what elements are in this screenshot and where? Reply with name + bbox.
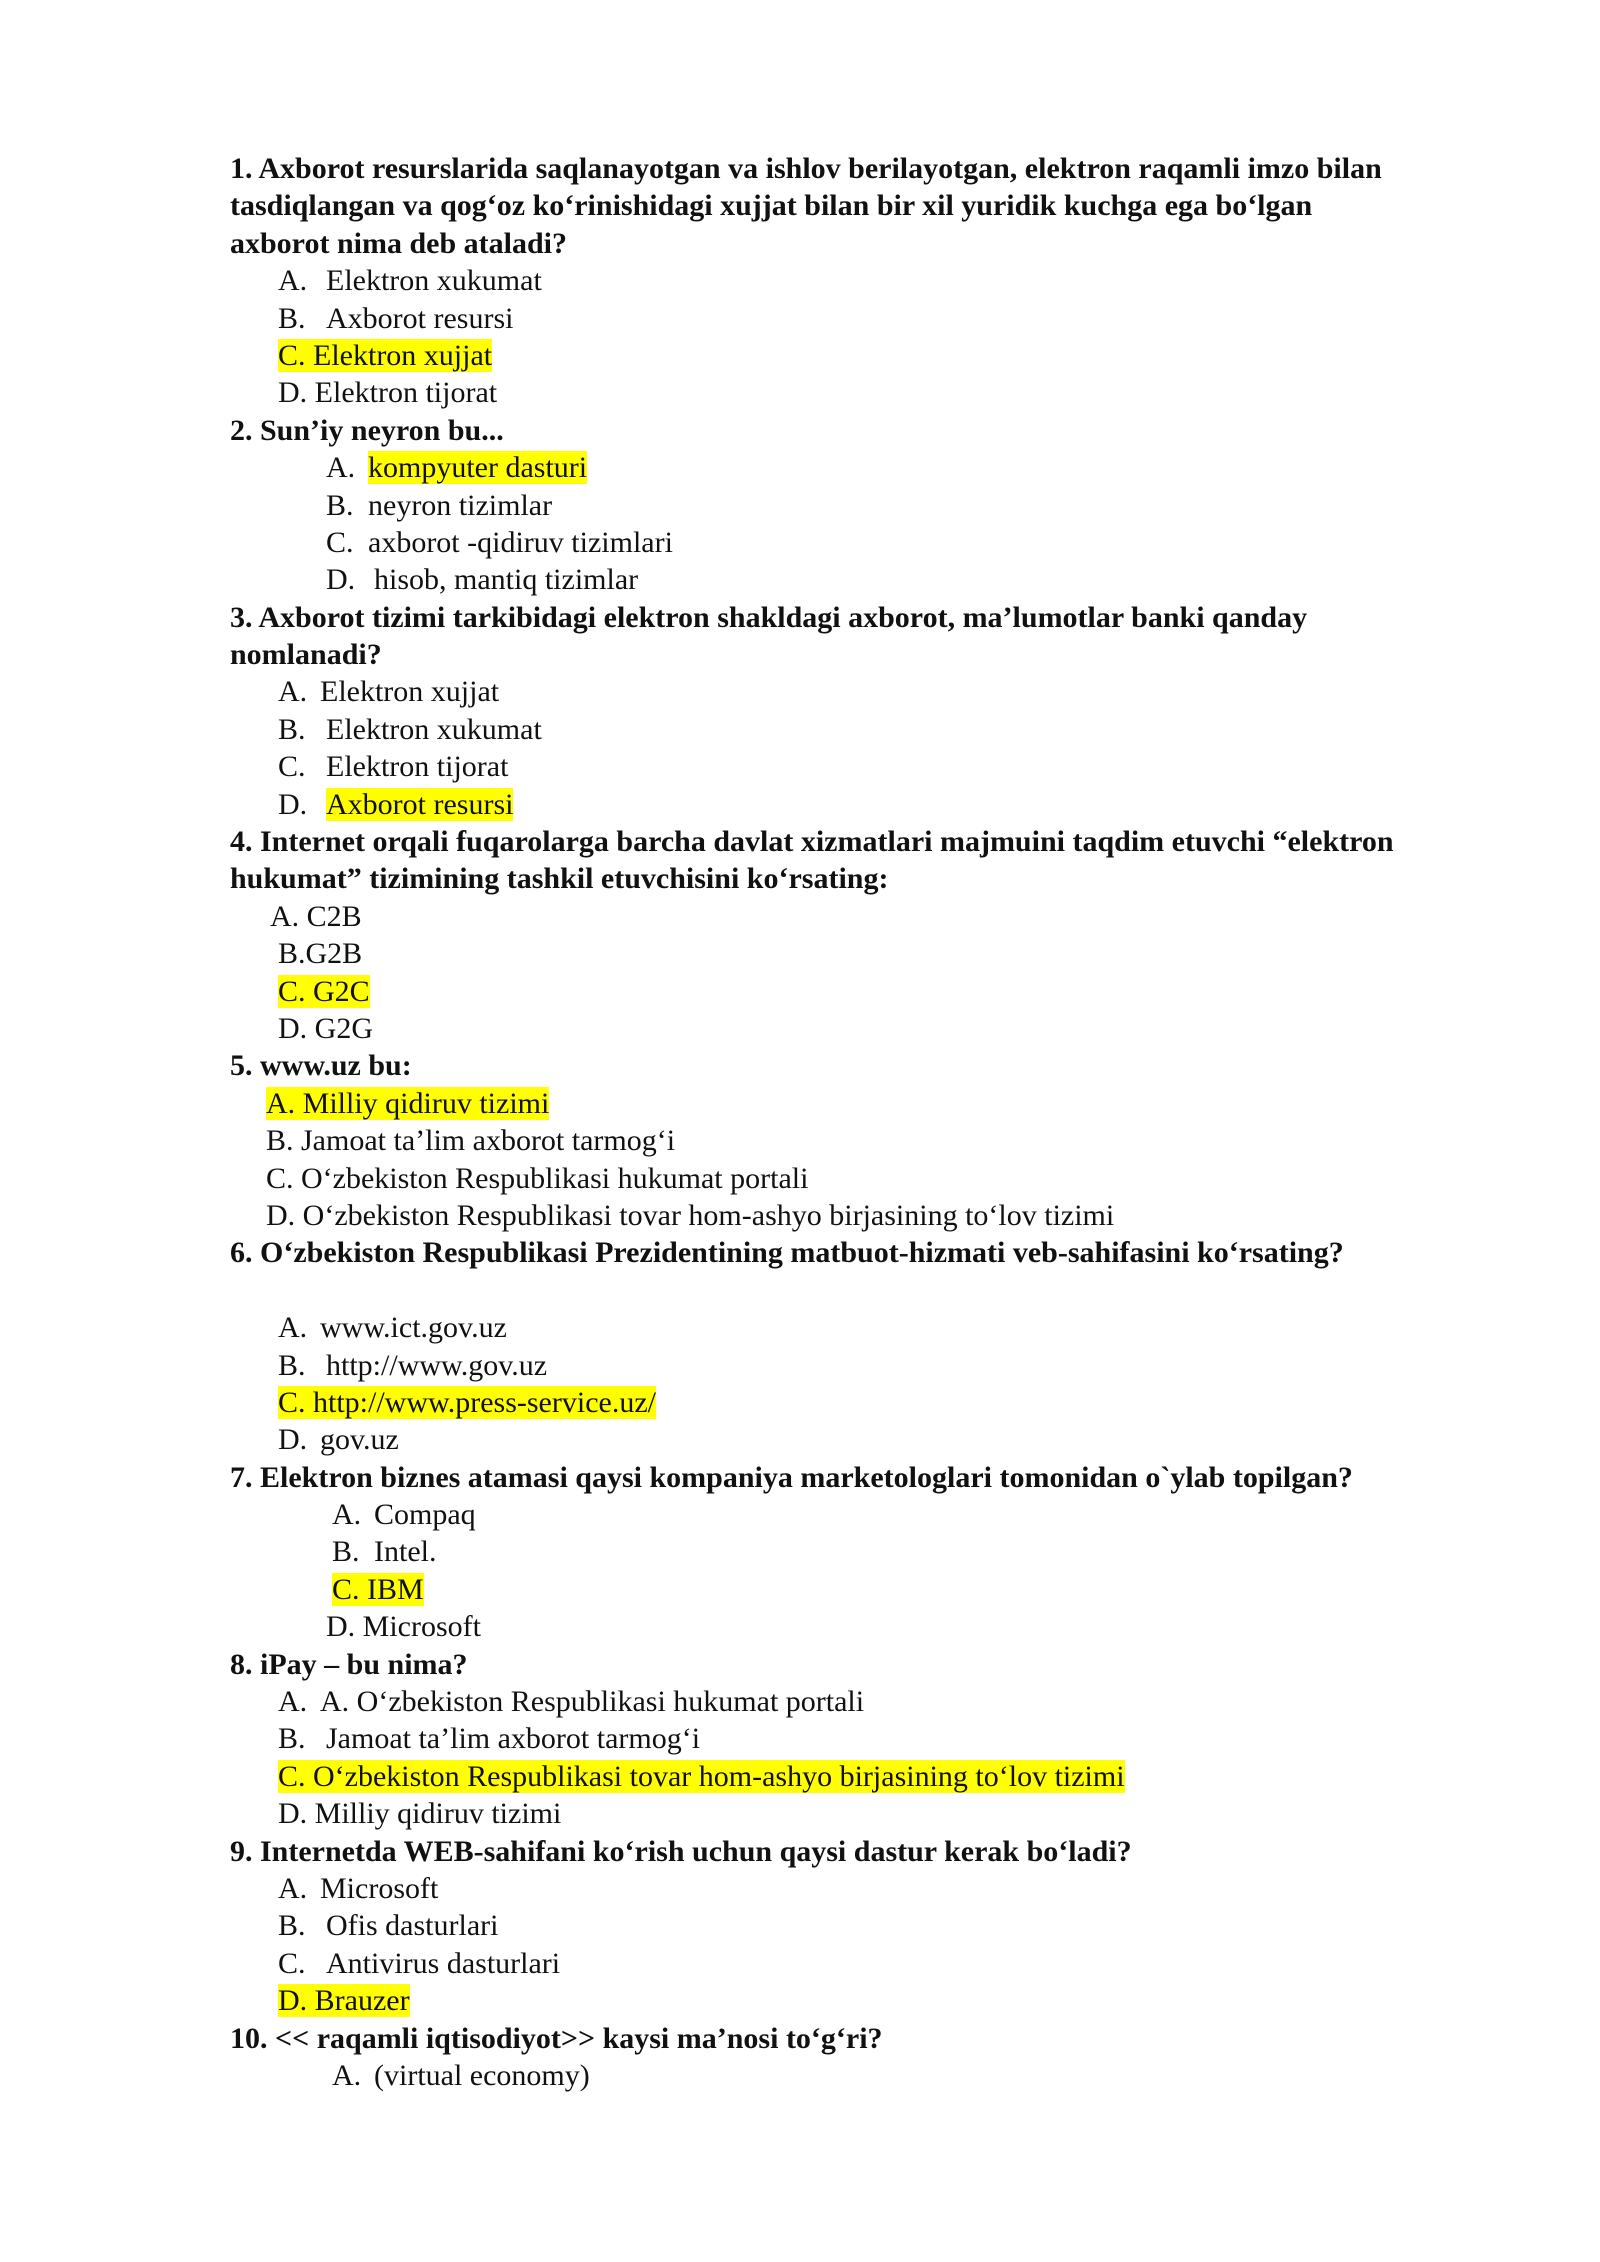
option-text: http://www.gov.uz: [326, 1348, 548, 1382]
question-8: [230, 1646, 1510, 1833]
question-10: [230, 2020, 1510, 2095]
option-letter: A.: [278, 675, 308, 709]
option-a: [230, 1496, 1510, 1533]
option-d-correct: [230, 1982, 1510, 2019]
question-title: nomlanadi?: [230, 638, 382, 672]
question-3: [230, 599, 1510, 823]
option-text: Ofis dasturlari: [326, 1909, 499, 1943]
highlighted-answer: C. http://www.press-service.uz/: [278, 1385, 656, 1419]
quiz-content: [230, 150, 1510, 2094]
option-text: Axborot resursi: [326, 301, 514, 335]
option-a: [230, 898, 1510, 935]
option-letter: D.: [326, 563, 356, 597]
option-text: Compaq: [374, 1498, 476, 1532]
question-5: [230, 1047, 1510, 1234]
option-letter: A.: [326, 451, 356, 485]
question-title: hukumat” tizimining tashkil etuvchisini ko‘rsating:: [230, 862, 889, 896]
option-letter: B.: [278, 1722, 306, 1756]
question-title: 10. << raqamli iqtisodiyot>> kaysi ma’nosi to‘g‘ri?: [230, 2021, 883, 2055]
option-a: [230, 673, 1510, 710]
option-text: hisob, mantiq tizimlar: [374, 563, 639, 597]
option-c: [230, 1945, 1510, 1982]
option-d: [230, 1421, 1510, 1458]
option-b: [230, 1907, 1510, 1944]
option-letter: B.: [278, 712, 306, 746]
question-2: [230, 412, 1510, 599]
question-4: [230, 823, 1510, 1047]
option-b: [230, 1720, 1510, 1757]
option-text: D. Microsoft: [326, 1610, 481, 1644]
blank-line: [230, 1272, 1510, 1309]
highlighted-answer: kompyuter dasturi: [368, 451, 588, 485]
option-b: [230, 935, 1510, 972]
option-text: neyron tizimlar: [368, 488, 553, 522]
question-title: 5. www.uz bu:: [230, 1049, 412, 1083]
option-b: [230, 1533, 1510, 1570]
option-letter: A.: [278, 1871, 308, 1905]
option-text: Microsoft: [320, 1871, 439, 1905]
option-a: [230, 2057, 1510, 2094]
option-d: [230, 1795, 1510, 1832]
question-9: [230, 1833, 1510, 2020]
option-text: gov.uz: [320, 1423, 399, 1457]
option-d: [230, 1197, 1510, 1234]
option-text: B. Jamoat ta’lim axborot tarmog‘i: [266, 1124, 676, 1158]
option-letter: A.: [278, 264, 308, 298]
option-letter: C.: [278, 1946, 306, 1980]
option-text: axborot -qidiruv tizimlari: [368, 525, 673, 559]
question-title: tasdiqlangan va qog‘oz ko‘rinishidagi xujjat bilan bir xil yuridik kuchga ega bo‘lgan: [230, 189, 1313, 223]
option-d: [230, 1010, 1510, 1047]
option-text: C. O‘zbekiston Respublikasi hukumat portali: [266, 1161, 809, 1195]
option-c: [230, 748, 1510, 785]
option-a-correct: [230, 449, 1510, 486]
option-d-correct: [230, 786, 1510, 823]
option-text: (virtual economy): [374, 2058, 590, 2092]
option-letter: D.: [278, 787, 308, 821]
option-c-correct: [230, 337, 1510, 374]
option-text: Antivirus dasturlari: [326, 1946, 561, 1980]
option-d: [230, 561, 1510, 598]
option-text: Elektron tijorat: [326, 750, 509, 784]
option-text: A. C2B: [270, 899, 362, 933]
question-title: 8. iPay – bu nima?: [230, 1647, 468, 1681]
option-text: A. O‘zbekiston Respublikasi hukumat portali: [320, 1685, 865, 1719]
option-a-correct: [230, 1085, 1510, 1122]
option-c-correct: [230, 1384, 1510, 1421]
option-letter: D.: [278, 1423, 308, 1457]
highlighted-answer: C. O‘zbekiston Respublikasi tovar hom-ashyo birjasining to‘lov tizimi: [278, 1759, 1125, 1793]
option-b: [230, 487, 1510, 524]
question-title: axborot nima deb ataladi?: [230, 226, 567, 260]
option-letter: A.: [278, 1311, 308, 1345]
option-letter: B.: [326, 488, 354, 522]
option-b: [230, 1347, 1510, 1384]
option-text: Elektron xukumat: [326, 264, 542, 298]
option-text: Elektron xukumat: [326, 712, 542, 746]
question-title: 3. Axborot tizimi tarkibidagi elektron shakldagi axborot, ma’lumotlar banki qanday: [230, 600, 1308, 634]
question-1: [230, 150, 1510, 412]
option-b: [230, 300, 1510, 337]
question-title: 1. Axborot resurslarida saqlanayotgan va ishlov berilayotgan, elektron raqamli imzo bilan: [230, 152, 1382, 185]
option-letter: B.: [332, 1535, 360, 1569]
option-text: Intel.: [374, 1535, 437, 1569]
option-c: [230, 524, 1510, 561]
highlighted-answer: D. Brauzer: [278, 1984, 410, 2018]
question-title: 7. Elektron biznes atamasi qaysi kompaniya marketologlari tomonidan o`ylab topilgan?: [230, 1460, 1353, 1494]
option-letter: C.: [326, 525, 354, 559]
option-letter: B.: [278, 301, 306, 335]
option-d: [230, 374, 1510, 411]
question-title: 6. O‘zbekiston Respublikasi Prezidentining matbuot-hizmati veb-sahifasini ko‘rsating?: [230, 1236, 1344, 1270]
option-text: B.G2B: [278, 937, 363, 971]
option-a: [230, 1870, 1510, 1907]
option-b: [230, 711, 1510, 748]
option-letter: B.: [278, 1348, 306, 1382]
question-title: 2. Sun’iy neyron bu...: [230, 413, 504, 447]
option-text: D. Elektron tijorat: [278, 376, 498, 410]
highlighted-answer: C. G2C: [278, 974, 370, 1008]
option-text: D. Milliy qidiruv tizimi: [278, 1797, 562, 1831]
question-6: [230, 1234, 1510, 1458]
question-title: 9. Internetda WEB-sahifani ko‘rish uchun qaysi dastur kerak bo‘ladi?: [230, 1834, 1132, 1868]
question-title: 4. Internet orqali fuqarolarga barcha davlat xizmatlari majmuini taqdim etuvchi “elektron: [230, 825, 1394, 859]
option-c: [230, 1160, 1510, 1197]
option-letter: B.: [278, 1909, 306, 1943]
option-a: [230, 1683, 1510, 1720]
option-a: [230, 262, 1510, 299]
option-text: www.ict.gov.uz: [320, 1311, 507, 1345]
option-c-correct: [230, 1571, 1510, 1608]
option-c-correct: [230, 1758, 1510, 1795]
option-letter: A.: [278, 1685, 308, 1719]
highlighted-answer: Axborot resursi: [326, 787, 514, 821]
question-7: [230, 1459, 1510, 1646]
option-letter: A.: [332, 1498, 362, 1532]
option-c-correct: [230, 973, 1510, 1010]
option-letter: C.: [278, 750, 306, 784]
option-text: D. G2G: [278, 1011, 373, 1045]
option-b: [230, 1122, 1510, 1159]
highlighted-answer: A. Milliy qidiruv tizimi: [266, 1086, 550, 1120]
option-text: Jamoat ta’lim axborot tarmog‘i: [326, 1722, 701, 1756]
highlighted-answer: C. IBM: [332, 1572, 424, 1606]
option-text: D. O‘zbekiston Respublikasi tovar hom-ashyo birjasining to‘lov tizimi: [266, 1198, 1115, 1232]
option-a: [230, 1309, 1510, 1346]
highlighted-answer: C. Elektron xujjat: [278, 338, 493, 372]
option-letter: A.: [332, 2058, 362, 2092]
option-d: [230, 1608, 1510, 1645]
option-text: Elektron xujjat: [320, 675, 500, 709]
